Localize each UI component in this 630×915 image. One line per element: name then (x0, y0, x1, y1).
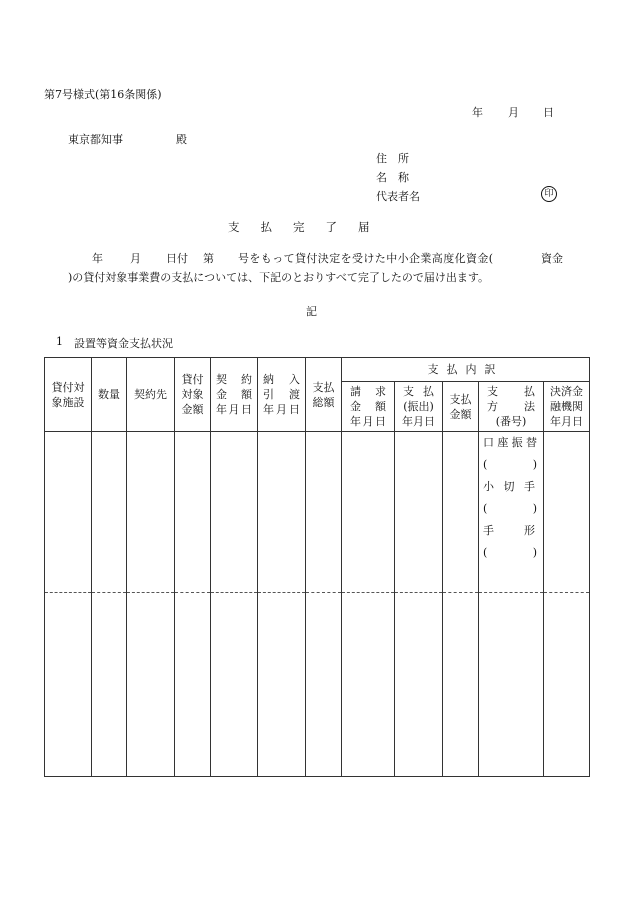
cell-contract[interactable] (211, 432, 258, 593)
header-payment-date: 支払 (振出) 年月日 (395, 382, 443, 432)
header-breakdown: 支払内訳 (342, 358, 590, 382)
cell-bank[interactable] (544, 593, 590, 777)
body-year: 年 (92, 252, 103, 265)
name-label: 名 称 (376, 171, 409, 184)
form-number: 第7号様式(第16条関係) (44, 88, 162, 101)
section-title: 設置等資金支払状況 (74, 337, 173, 350)
cell-delivery[interactable] (258, 432, 306, 593)
header-total-paid: 支払 総額 (306, 358, 342, 432)
cell-quantity[interactable] (92, 432, 127, 593)
cell-paid-amount[interactable] (443, 432, 479, 593)
method-bill-no: ( ) (483, 546, 537, 559)
cell-method[interactable] (479, 432, 544, 593)
body-no: 第 (203, 252, 214, 265)
cell-contract[interactable] (211, 593, 258, 777)
header-facility: 貸付対 象施設 (45, 358, 92, 432)
method-check-no: ( ) (483, 502, 537, 515)
cell-loan-amount[interactable] (175, 432, 211, 593)
body-dated: 日付 (166, 252, 188, 265)
header-contractor: 契約先 (127, 358, 175, 432)
addressee-honorific: 殿 (176, 133, 187, 146)
section-number: 1 (56, 335, 63, 348)
cell-invoice[interactable] (342, 432, 395, 593)
cell-contractor[interactable] (127, 593, 175, 777)
address-label: 住 所 (376, 152, 409, 165)
cell-total-paid[interactable] (306, 432, 342, 593)
date-day: 日 (543, 106, 554, 119)
cell-contractor[interactable] (127, 432, 175, 593)
cell-payment-date[interactable] (395, 432, 443, 593)
cell-method[interactable] (479, 593, 544, 777)
table-row (45, 593, 590, 777)
header-loan-amount: 貸付 対象 金額 (175, 358, 211, 432)
document-title: 支払完了届 (228, 220, 391, 234)
date-month: 月 (508, 106, 519, 119)
representative-label: 代表者名 (376, 190, 420, 203)
cell-delivery[interactable] (258, 593, 306, 777)
body-fund: 資金 (541, 252, 563, 265)
payment-status-table (44, 357, 590, 777)
method-bill: 手形 (483, 524, 535, 537)
cell-invoice[interactable] (342, 593, 395, 777)
method-bank-transfer: 口座振替 (483, 436, 537, 449)
header-paid-amount: 支払 金額 (443, 382, 479, 432)
method-bank-transfer-no: ( ) (483, 458, 537, 471)
ki-heading: 記 (306, 305, 317, 318)
table-row (45, 432, 590, 593)
cell-facility[interactable] (45, 432, 92, 593)
method-check: 小切手 (483, 480, 535, 493)
cell-bank[interactable] (544, 432, 590, 593)
addressee-name: 東京都知事 (68, 133, 123, 146)
header-method: 支払 方法 (番号) (479, 382, 544, 432)
date-year: 年 (472, 106, 483, 119)
seal-mark: 印 (541, 186, 557, 202)
cell-loan-amount[interactable] (175, 593, 211, 777)
header-invoice: 請求 金額 年月日 (342, 382, 395, 432)
body-line2: )の貸付対象事業費の支払については、下記のとおりすべて完了したので届け出ます。 (68, 271, 489, 284)
body-month: 月 (130, 252, 141, 265)
cell-paid-amount[interactable] (443, 593, 479, 777)
cell-quantity[interactable] (92, 593, 127, 777)
cell-total-paid[interactable] (306, 593, 342, 777)
cell-facility[interactable] (45, 593, 92, 777)
body-line1-rest: 号をもって貸付決定を受けた中小企業高度化資金( (238, 252, 494, 265)
cell-payment-date[interactable] (395, 593, 443, 777)
header-contract: 契約 金額 年月日 (211, 358, 258, 432)
header-bank: 決済金 融機関 年月日 (544, 382, 590, 432)
header-delivery: 納入 引渡 年月日 (258, 358, 306, 432)
header-quantity: 数量 (92, 358, 127, 432)
